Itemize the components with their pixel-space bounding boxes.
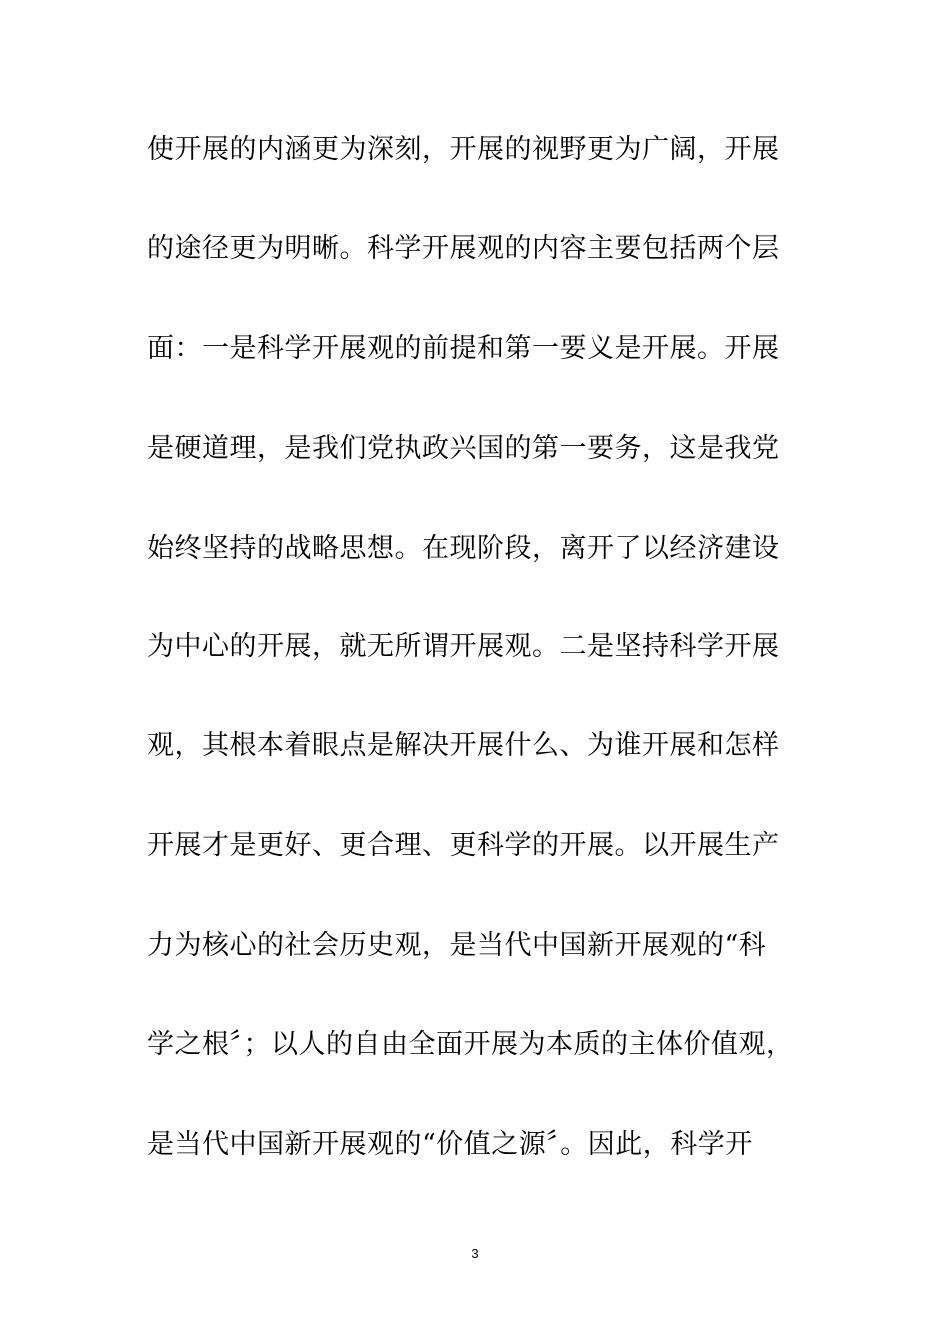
body-text-line: 为中心的开展，就无所谓开展观。二是坚持科学开展 <box>147 631 780 662</box>
body-text-line: 是当代中国新开展观的“价值之源〞。因此，科学开 <box>147 1129 753 1160</box>
body-text-line: 是硬道理，是我们党执政兴国的第一要务，这是我党 <box>147 433 780 464</box>
body-text-line: 的途径更为明晰。科学开展观的内容主要包括两个层 <box>147 233 780 264</box>
body-text-line: 开展才是更好、更合理、更科学的开展。以开展生产 <box>147 830 780 861</box>
body-text-line: 始终坚持的战略思想。在现阶段，离开了以经济建设 <box>147 533 780 564</box>
body-text-line: 观，其根本着眼点是解决开展什么、为谁开展和怎样 <box>147 730 780 761</box>
body-text-line: 使开展的内涵更为深刻，开展的视野更为广阔，开展 <box>147 134 780 165</box>
body-text-line: 学之根〞；以人的自由全面开展为本质的主体价值观， <box>147 1029 794 1060</box>
page-number: 3 <box>471 1246 479 1261</box>
body-text-line: 面：一是科学开展观的前提和第一要义是开展。开展 <box>147 333 780 364</box>
body-text-line: 力为核心的社会历史观，是当代中国新开展观的“科 <box>147 930 767 961</box>
